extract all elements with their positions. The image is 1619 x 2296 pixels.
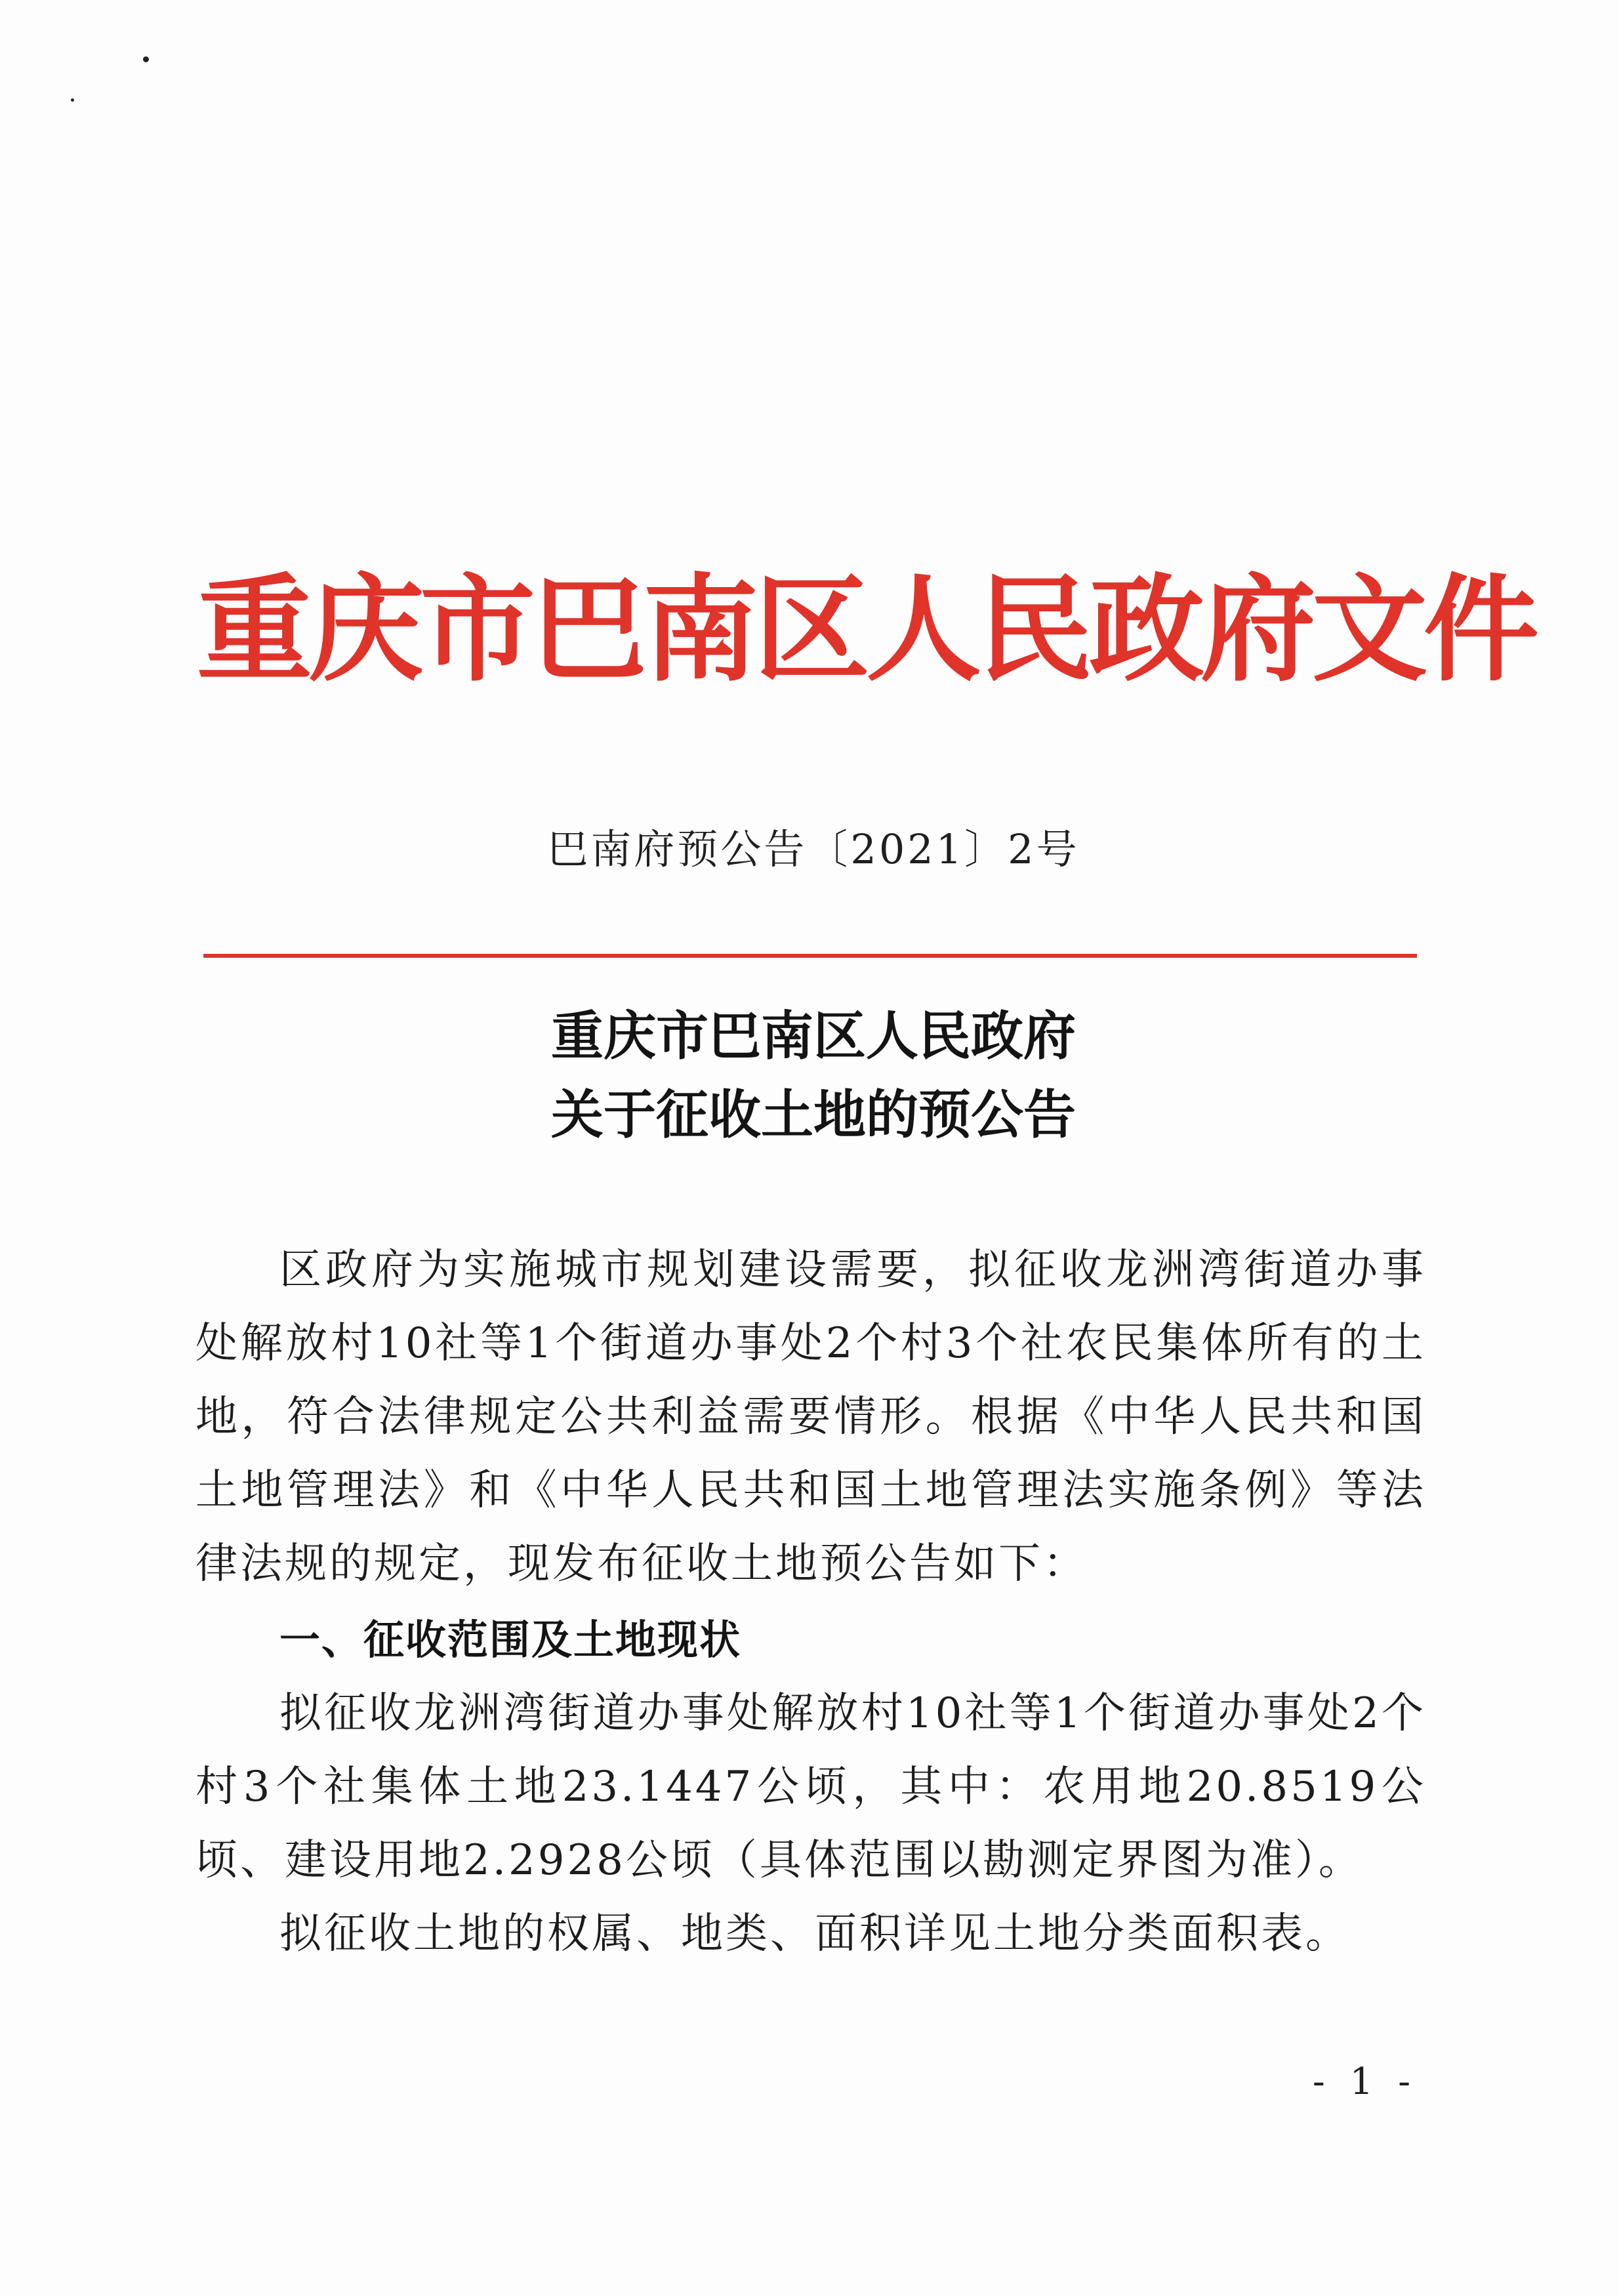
scan-speck bbox=[143, 56, 149, 62]
scan-speck bbox=[71, 98, 74, 102]
section-heading-1: 一、征收范围及土地现状 bbox=[279, 1616, 742, 1664]
red-divider-line bbox=[203, 954, 1417, 958]
page-number: - 1 - bbox=[1312, 2060, 1417, 2103]
body-paragraph-intro: 区政府为实施城市规划建设需要，拟征收龙洲湾街道办事处解放村10社等1个街道办事处2个村3个社农民集体所有的土地，符合法律规定公共利益需要情形。根据《中华人民共和国土地管理法》和《中华人民共和国土地管理法实施条例》等法律法规的规定，现发布征收土地预公告如下： bbox=[195, 1246, 1426, 1588]
document-title-line-1: 重庆市巴南区人民政府 bbox=[551, 1006, 1076, 1067]
document-number: 巴南府预公告〔2021〕2号 bbox=[547, 825, 1080, 873]
body-paragraph-scope: 拟征收龙洲湾街道办事处解放村10社等1个街道办事处2个村3个社集体土地23.1447公顷，其中：农用地20.8519公顷、建设用地2.2928公顷（具体范围以勘测定界图为准）。 bbox=[195, 1689, 1426, 1885]
body-paragraph-details: 拟征收土地的权属、地类、面积详见土地分类面积表。 bbox=[279, 1910, 1350, 1958]
document-title-line-2: 关于征收土地的预公告 bbox=[551, 1084, 1076, 1145]
masthead-title: 重庆市巴南区人民政府文件 bbox=[197, 562, 1536, 697]
